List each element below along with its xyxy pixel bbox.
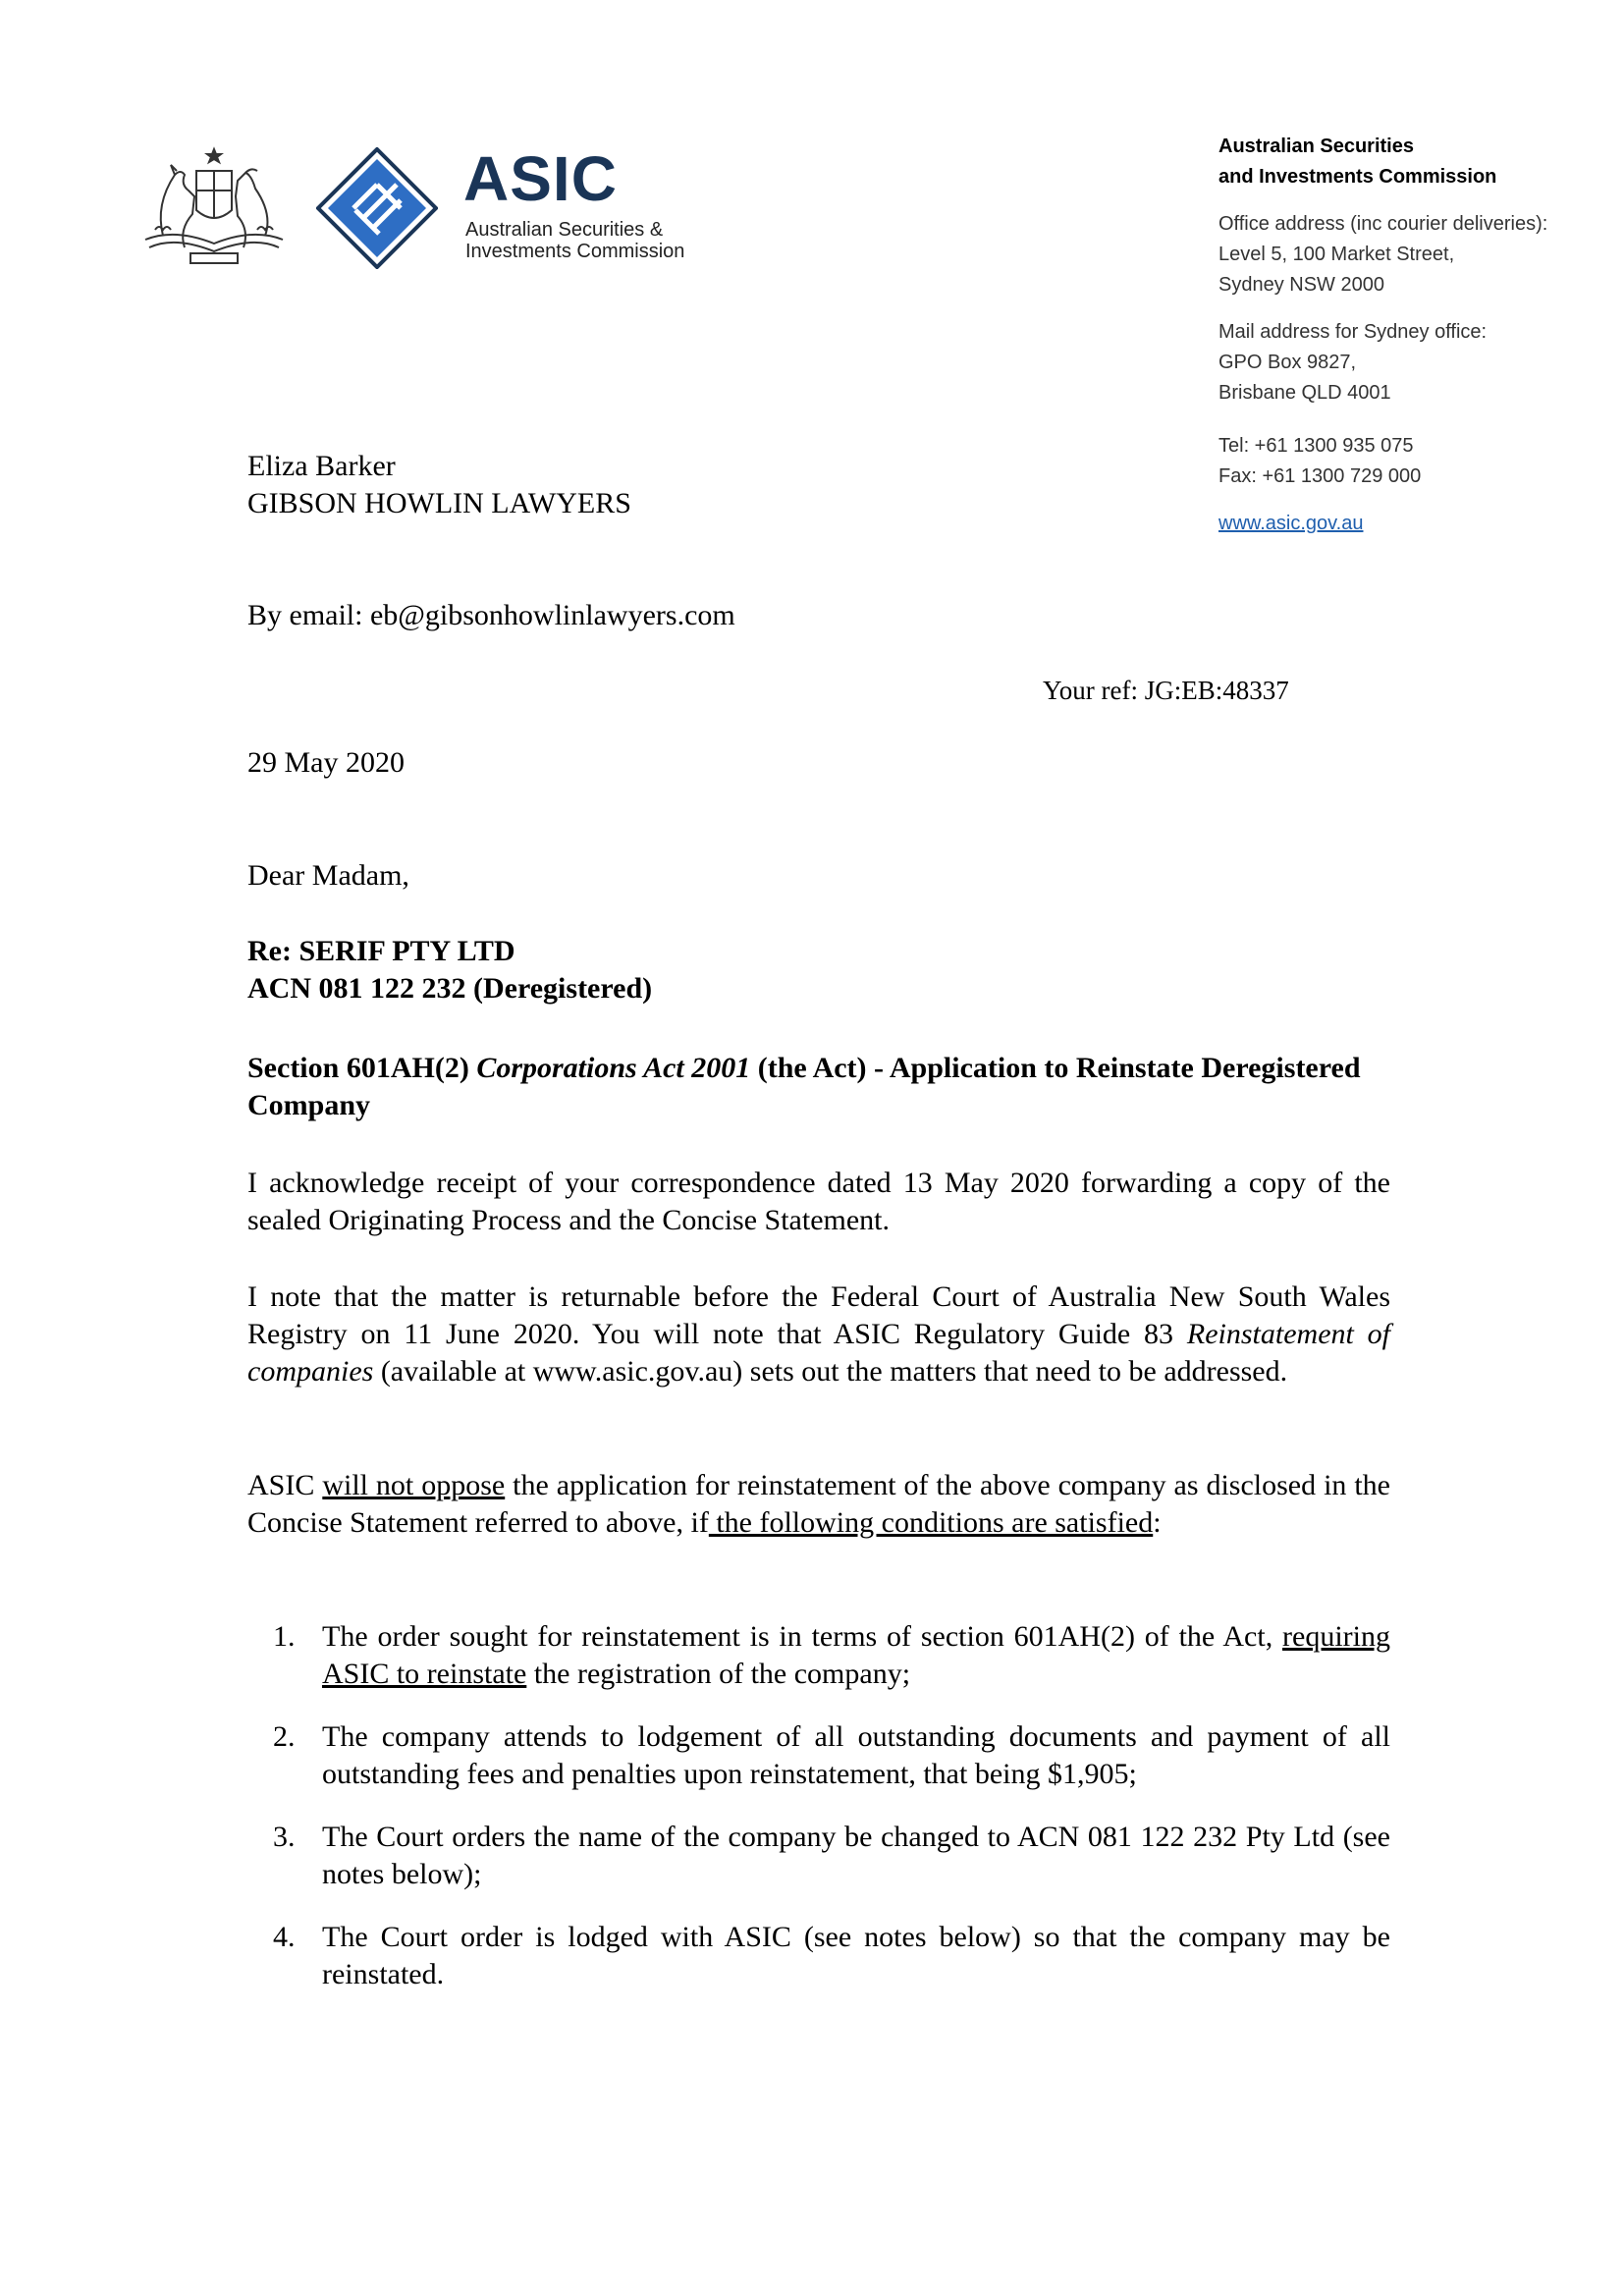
paragraph-not-oppose: [247, 1467, 1390, 1542]
conditions-satisfied-text: the following conditions are satisfied: [708, 1506, 1154, 1539]
office-contact-block: [1218, 132, 1611, 539]
paragraph-not-oppose-part1: ASIC: [247, 1469, 323, 1501]
section-heading: [247, 1050, 1396, 1124]
paragraph-returnable-part1: I note that the matter is returnable before the Federal Court of Australia New South Wales Registry on 11 June 2020. You will note that ASIC Regulatory Guide 83: [247, 1280, 1390, 1350]
condition-1-part1: The order sought for reinstatement is in terms of section 601AH(2) of the Act,: [322, 1620, 1283, 1653]
org-name-line2: and Investments Commission: [1218, 166, 1497, 188]
asic-subtitle-line1: Australian Securities &: [465, 219, 664, 241]
salutation: Dear Madam,: [247, 859, 409, 892]
asic-logo-mark: [316, 147, 438, 269]
condition-1-part2: the registration of the company;: [526, 1658, 911, 1690]
org-name-line1: Australian Securities: [1218, 136, 1414, 157]
website-link[interactable]: www.asic.gov.au: [1218, 513, 1364, 534]
list-item: [247, 1618, 1390, 1693]
paragraph-not-oppose-part2: the application for reinstatement of the above company as disclosed in the Concise Statement referred to above, if: [247, 1469, 1391, 1539]
re-company-name: Re: SERIF PTY LTD: [247, 935, 515, 967]
list-item-number: 3.: [273, 1821, 296, 1853]
paragraph-returnable: [247, 1279, 1390, 1390]
your-reference: Your ref: JG:EB:48337: [1043, 676, 1289, 705]
condition-2-text: The company attends to lodgement of all outstanding documents and payment of all outstanding fees and penalties upon reinstatement, that being $1,905;: [322, 1720, 1390, 1790]
office-address-line2: Sydney NSW 2000: [1218, 274, 1384, 296]
list-item: [247, 1819, 1390, 1893]
section-heading-act-title: Corporations Act 2001: [476, 1052, 751, 1084]
recipient-block: [247, 448, 631, 522]
asic-subtitle: [465, 219, 684, 262]
coat-of-arms-logo: [135, 145, 293, 271]
condition-1-underlined: requiring ASIC to reinstate: [322, 1620, 1390, 1690]
mail-address-line1: GPO Box 9827,: [1218, 352, 1357, 373]
re-acn: ACN 081 122 232 (Deregistered): [247, 972, 653, 1005]
office-address-line1: Level 5, 100 Market Street,: [1218, 244, 1455, 265]
recipient-name: Eliza Barker: [247, 450, 396, 482]
tel-number: Tel: +61 1300 935 075: [1218, 435, 1414, 457]
list-item-number: 4.: [273, 1921, 296, 1953]
list-item: [247, 1718, 1390, 1793]
recipient-firm: GIBSON HOWLIN LAWYERS: [247, 487, 631, 519]
list-item-number: 1.: [273, 1620, 296, 1653]
paragraph-returnable-part2: (available at www.asic.gov.au) sets out the matters that need to be addressed.: [373, 1355, 1288, 1388]
regulatory-guide-title: Reinstatement of companies: [247, 1318, 1390, 1388]
list-item: [247, 1919, 1390, 1993]
condition-4-text: The Court order is lodged with ASIC (see notes below) so that the company may be reinstated.: [322, 1921, 1390, 1990]
condition-3-text: The Court orders the name of the company be changed to ACN 081 122 232 Pty Ltd (see notes below);: [322, 1821, 1390, 1890]
will-not-oppose-text: will not oppose: [322, 1469, 506, 1501]
asic-subtitle-line2: Investments Commission: [465, 241, 685, 262]
section-heading-part1: Section 601AH(2): [247, 1052, 477, 1084]
section-heading-part2: (the Act) - Application to Reinstate Deregistered Company: [247, 1052, 1361, 1121]
fax-number: Fax: +61 1300 729 000: [1218, 465, 1422, 487]
by-email-line: By email: eb@gibsonhowlinlawyers.com: [247, 599, 735, 631]
paragraph-acknowledgement: I acknowledge receipt of your correspondence dated 13 May 2020 forwarding a copy of the sealed Originating Process and the Concise Statement.: [247, 1167, 1390, 1236]
asic-wordmark: ASIC: [463, 143, 618, 214]
mail-address-label: Mail address for Sydney office:: [1218, 321, 1488, 343]
mail-address-line2: Brisbane QLD 4001: [1218, 382, 1391, 404]
paragraph-not-oppose-part3: :: [1153, 1506, 1162, 1539]
re-heading: [247, 933, 652, 1007]
conditions-list: [247, 1618, 1390, 2019]
letter-date: 29 May 2020: [247, 746, 405, 779]
office-address-label: Office address (inc courier deliveries):: [1218, 213, 1548, 235]
list-item-number: 2.: [273, 1720, 296, 1753]
